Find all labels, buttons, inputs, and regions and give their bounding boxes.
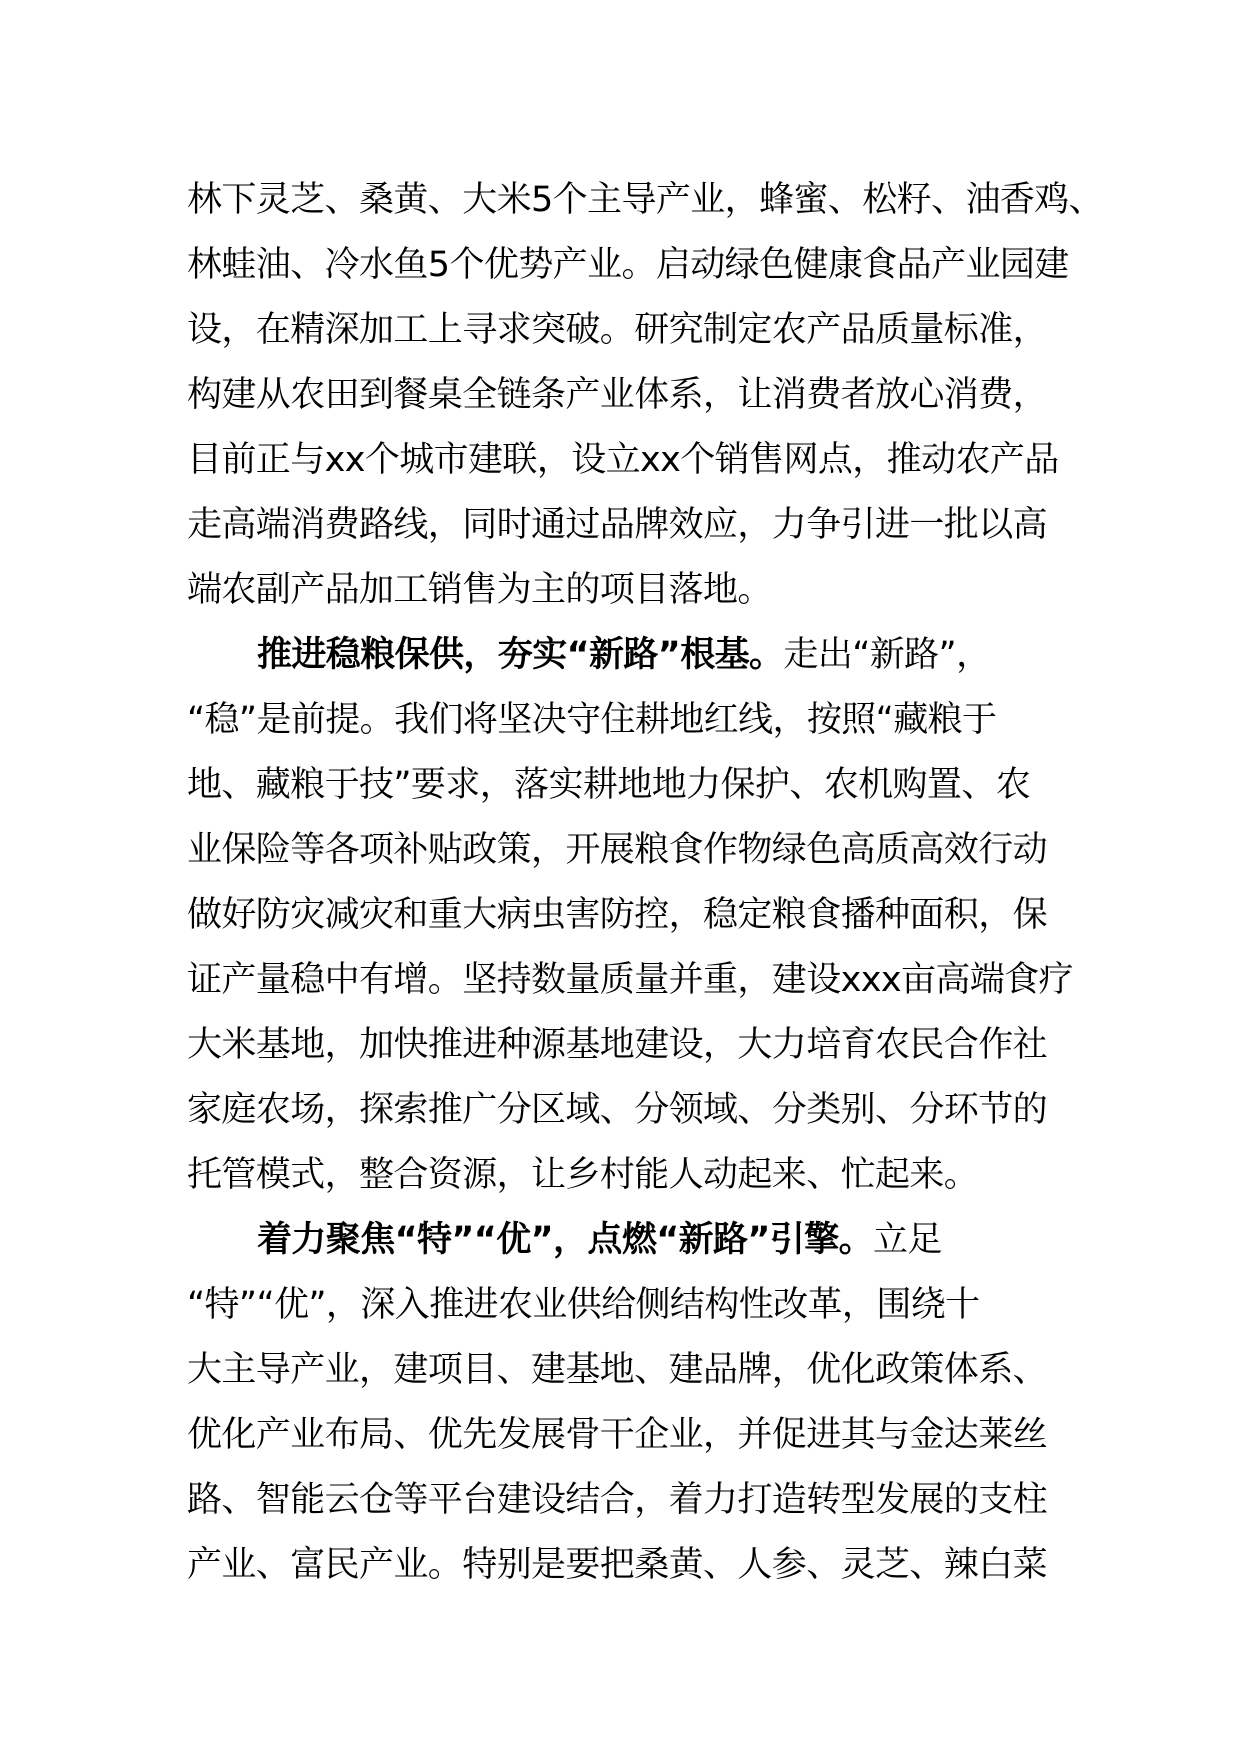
- text-line: 大米基地，加快推进种源基地建设，大力培育农民合作社: [187, 1025, 1048, 1065]
- text-line: 大主导产业，建项目、建基地、建品牌，优化政策体系、: [187, 1350, 1048, 1390]
- text-line: 证产量稳中有增。坚持数量质量并重，建设xxx亩高端食疗: [187, 960, 1073, 1000]
- text-line: 家庭农场，探索推广分区域、分领域、分类别、分环节的: [187, 1090, 1048, 1130]
- text-line: 业保险等各项补贴政策，开展粮食作物绿色高质高效行动: [187, 830, 1048, 870]
- paragraph-first-line: [187, 1208, 1067, 1273]
- text-line: 设，在精深加工上寻求突破。研究制定农产品质量标准，: [187, 310, 1048, 350]
- paragraph-heading: 推进稳粮保供，夯实“新路”根基。: [257, 635, 784, 675]
- text-line: “稳”是前提。我们将坚决守住耕地红线，按照“藏粮于: [187, 700, 997, 740]
- paragraph-first-line: [187, 623, 1067, 688]
- text-line: 端农副产品加工销售为主的项目落地。: [187, 570, 772, 610]
- text-line: 走高端消费路线，同时通过品牌效应，力争引进一批以高: [187, 505, 1048, 545]
- text-line: 托管模式，整合资源，让乡村能人动起来、忙起来。: [187, 1155, 979, 1195]
- text-line: 路、智能云仓等平台建设结合，着力打造转型发展的支柱: [187, 1480, 1048, 1520]
- text-line: 林下灵芝、桑黄、大米5个主导产业，蜂蜜、松籽、油香鸡、: [187, 180, 1104, 220]
- text-line: 构建从农田到餐桌全链条产业体系，让消费者放心消费，: [187, 375, 1048, 415]
- paragraph-lead-text: 立足: [873, 1220, 942, 1260]
- body-text: [187, 168, 1104, 1598]
- text-line: 地、藏粮于技”要求，落实耕地地力保护、农机购置、农: [187, 765, 1031, 805]
- text-line: 优化产业布局、优先发展骨干企业，并促进其与金达莱丝: [187, 1415, 1048, 1455]
- paragraph-lead-text: 走出“新路”，: [783, 635, 991, 675]
- text-line: 做好防灾减灾和重大病虫害防控，稳定粮食播种面积，保: [187, 895, 1048, 935]
- text-line: “特”“优”，深入推进农业供给侧结构性改革，围绕十: [187, 1285, 980, 1325]
- text-line: 产业、富民产业。特别是要把桑黄、人参、灵芝、辣白菜: [187, 1545, 1048, 1585]
- text-line: 目前正与xx个城市建联，设立xx个销售网点，推动农产品: [187, 440, 1059, 480]
- text-line: 林蛙油、冷水鱼5个优势产业。启动绿色健康食品产业园建: [187, 245, 1069, 285]
- paragraph-heading: 着力聚焦“特”“优”，点燃“新路”引擎。: [257, 1220, 874, 1260]
